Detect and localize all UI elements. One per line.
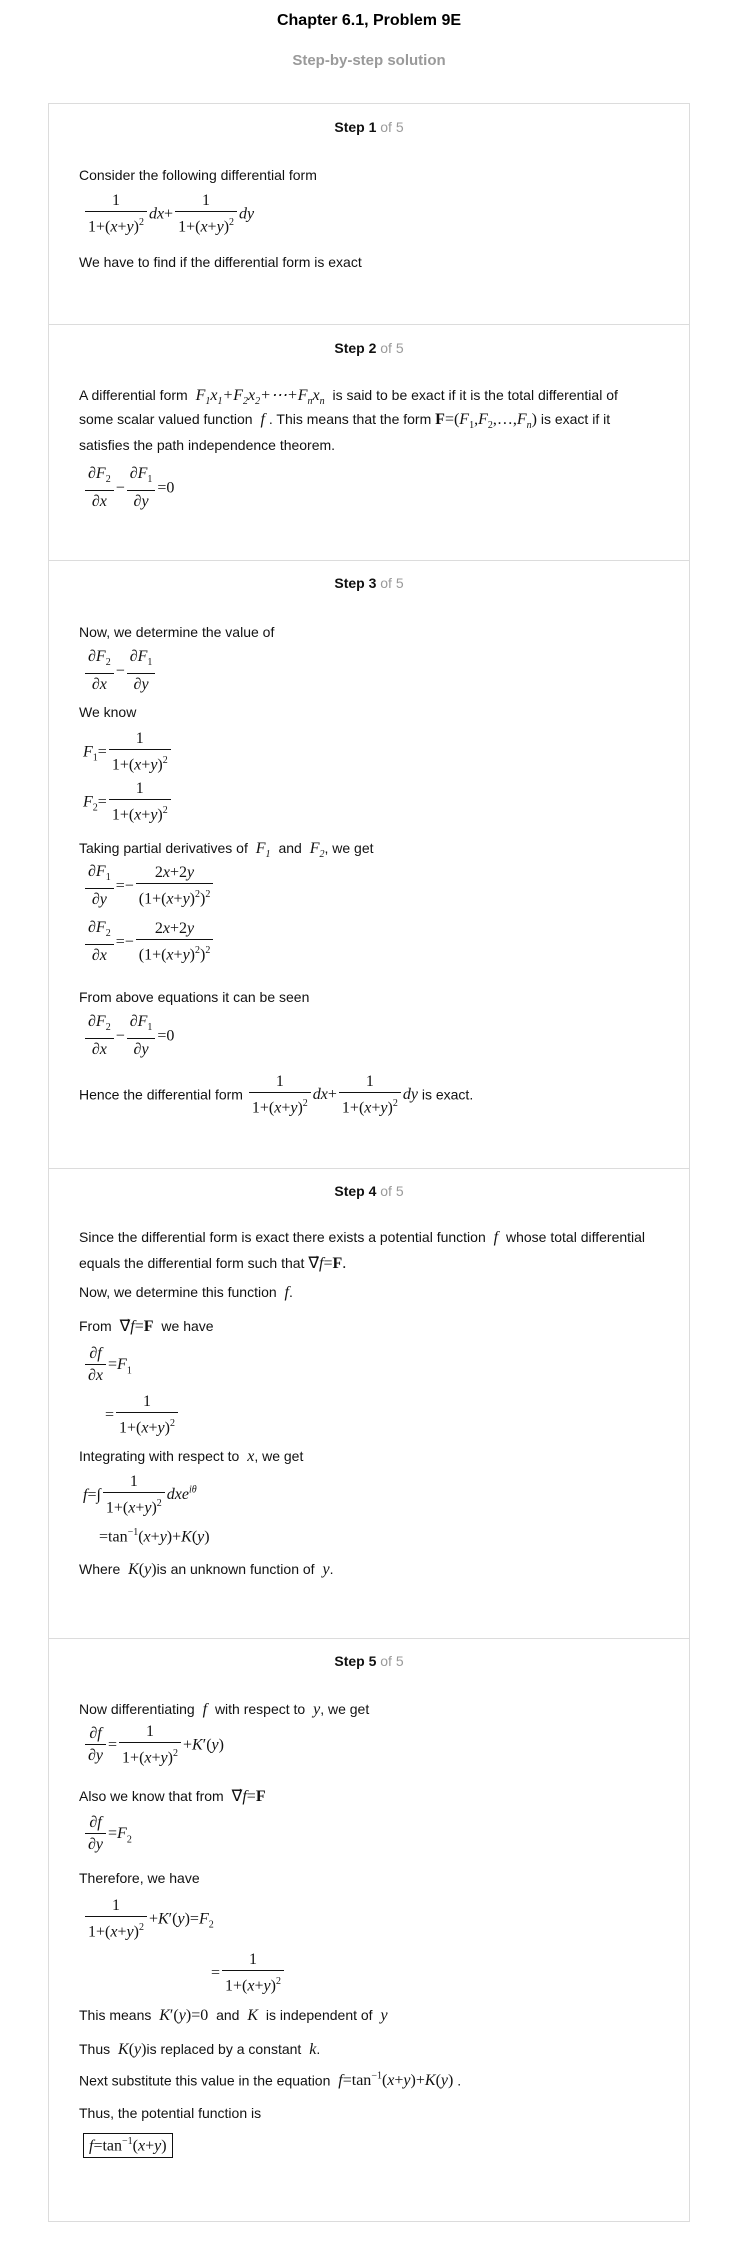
- step-text: [79, 1701, 369, 1719]
- math-equation: = $\frac{1}{1+(x+y)^2}$: [211, 1951, 286, 1996]
- step-text: Thus, the potential function is: [79, 2105, 262, 2121]
- text-fragment: From: [79, 1318, 112, 1334]
- math-equation: $\frac{1}{1+(x+y)^2}$ dx+ $\frac{1}{1+(x+y)^2}$ dy: [83, 192, 254, 237]
- math-equation: = $\frac{1}{1+(x+y)^2}$: [105, 1393, 180, 1438]
- step-count: of 5: [380, 340, 404, 356]
- text-fragment: with respect to: [214, 1701, 306, 1717]
- text-fragment: Hence the differential form: [79, 1086, 243, 1103]
- math-equation: f=∫ $\frac{1}{1+(x+y)^2}$ dxe$^{i\theta}$: [83, 1473, 197, 1517]
- math-equation: $\frac{\partial F_2}{\partial x}$ =− $\frac{2x+2y}{(1+(x+y)^2)^2}$: [83, 919, 215, 966]
- step-text: Where K(y)is an unknown function of y.: [79, 1561, 334, 1578]
- math-inline: K′(y)=0: [159, 2007, 213, 2024]
- math-inline: f: [280, 1284, 289, 1301]
- text-fragment: Since the differential form is exact there exists a potential function: [79, 1229, 486, 1245]
- math-inline: k: [305, 2041, 317, 2058]
- text-fragment: , we get: [254, 1448, 304, 1464]
- math-equation: $\frac{\partial F_2}{\partial x}$ − $\frac{\partial F_1}{\partial y}$ =0: [83, 1013, 174, 1060]
- step-text: [79, 1786, 266, 1806]
- step-text: Next substitute this value in the equation $f=\tan^{-1}(x+y)+K(y)$ .: [79, 2071, 462, 2090]
- step-label: Step 5: [334, 1653, 377, 1669]
- text-fragment: is independent of: [265, 2007, 373, 2023]
- step-count: of 5: [380, 119, 404, 135]
- page-subtitle: Step-by-step solution: [292, 52, 446, 69]
- text-fragment: is an unknown function of: [156, 1561, 315, 1577]
- math-inline: K(y): [118, 2041, 147, 2058]
- math-inline: $F_1$: [251, 840, 271, 861]
- math-inline: y: [318, 1561, 330, 1578]
- math-inline: y: [309, 1701, 321, 1718]
- math-equation: $F_1=$ $\frac{1}{1+(x+y)^2}$: [83, 730, 173, 775]
- text-fragment: , we get: [320, 1701, 370, 1717]
- step-text: [79, 411, 610, 431]
- math-inline: $F_2$: [305, 840, 325, 861]
- text-fragment: Where: [79, 1561, 121, 1577]
- math-equation: $\frac{\partial f}{\partial y}$ = $\frac{1}{1+(x+y)^2}$ +K′(y): [83, 1723, 224, 1768]
- math-equation: $\frac{\partial F_2}{\partial x}$ − $\frac{\partial F_1}{\partial y}$ =0: [83, 465, 174, 512]
- page-title: Chapter 6.1, Problem 9E: [276, 12, 462, 29]
- text-fragment: Taking partial derivatives of: [79, 840, 248, 856]
- step-text: Thus K(y)is replaced by a constant k.: [79, 2041, 321, 2058]
- step-count: of 5: [380, 1653, 404, 1669]
- text-fragment: Now, we determine this function: [79, 1284, 277, 1300]
- math-inline: $F_1x_1+F_2x_2+\cdots+F_nx_n$: [191, 387, 325, 408]
- math-inline: x: [243, 1448, 255, 1465]
- math-inline: f: [256, 411, 269, 428]
- step-text: [79, 2007, 388, 2025]
- math-equation: $\frac{\partial f}{\partial x}$ $=F_1$: [83, 1345, 132, 1386]
- math-equation: $F_2=$ $\frac{1}{1+(x+y)^2}$: [83, 780, 173, 825]
- text-fragment: . This means that the form: [268, 411, 432, 427]
- step-card-5: [48, 1638, 690, 2222]
- text-fragment: some scalar valued function: [79, 411, 253, 427]
- math-inline: K(y): [128, 1561, 157, 1578]
- text-fragment: is replaced by a constant: [146, 2041, 302, 2057]
- math-equation: $\frac{1}{1+(x+y)^2}$ $+K'(y)=F_2$: [83, 1897, 214, 1942]
- text-fragment: A differential form: [79, 387, 188, 403]
- step-label: Step 4: [334, 1183, 377, 1199]
- text-fragment: is said to be exact if it is the total differential of: [332, 387, 618, 403]
- text-fragment: Also we know that from: [79, 1788, 224, 1804]
- math-inline: y: [376, 2007, 388, 2024]
- text-fragment: Next substitute this value in the equation: [79, 2072, 331, 2089]
- step-card-1: [48, 103, 690, 325]
- math-inline: ∇⃗f=F: [227, 1788, 266, 1805]
- step-text: We know: [79, 704, 137, 720]
- text-fragment: is exact if it: [540, 411, 611, 427]
- step-text: Therefore, we have: [79, 1870, 200, 1886]
- step-label: Step 2: [334, 340, 377, 356]
- text-fragment: , we get: [324, 840, 374, 856]
- step-text: Now, we determine this function f.: [79, 1284, 293, 1301]
- text-fragment: is exact.: [421, 1086, 474, 1103]
- step-text: [79, 840, 374, 860]
- step-card-4: [48, 1168, 690, 1639]
- text-fragment: whose total differential: [505, 1229, 646, 1245]
- text-fragment: Now differentiating: [79, 1701, 195, 1717]
- final-answer: $f=\tan^{-1}(x+y)$: [83, 2133, 173, 2158]
- math-inline: $F=(F_1,F_2,\dots,F_n)$: [435, 411, 537, 432]
- step-text: [79, 1073, 473, 1118]
- step-heading: [49, 340, 689, 356]
- step-text: [79, 385, 618, 407]
- math-inline: ∇⃗f=F: [115, 1318, 154, 1335]
- step-heading: [49, 1183, 689, 1199]
- step-label: Step 3: [334, 575, 377, 591]
- math-inline: f: [198, 1701, 212, 1718]
- step-count: of 5: [380, 575, 404, 591]
- step-count: of 5: [380, 1183, 404, 1199]
- math-inline: K: [243, 2007, 263, 2024]
- step-text: [79, 1316, 214, 1336]
- text-fragment: This means: [79, 2007, 152, 2023]
- step-card-3: [48, 560, 690, 1169]
- math-equation: $=\tan^{-1}(x+y)+K(y)$: [99, 1527, 210, 1546]
- text-fragment: and: [278, 840, 302, 856]
- step-heading: [49, 1653, 689, 1669]
- text-fragment: equals the differential form such that: [79, 1255, 305, 1271]
- math-inline: $f=\tan^{-1}(x+y)+K(y)$: [338, 2071, 454, 2090]
- step-text: We have to find if the differential form is exact: [79, 254, 362, 270]
- step-text: [79, 1229, 645, 1247]
- math-equation: $\frac{\partial f}{\partial y}$ $=F_2$: [83, 1814, 132, 1855]
- text-fragment: Thus: [79, 2041, 111, 2057]
- step-text: From above equations it can be seen: [79, 989, 310, 1005]
- math-equation: $\frac{\partial F_1}{\partial y}$ =− $\frac{2x+2y}{(1+(x+y)^2)^2}$: [83, 863, 215, 910]
- math-inline: f: [489, 1229, 503, 1246]
- text-fragment: and: [216, 2007, 240, 2023]
- step-text: [79, 1448, 303, 1466]
- step-heading: [49, 575, 689, 591]
- math-equation: $\frac{\partial F_2}{\partial x}$ − $\frac{\partial F_1}{\partial y}$: [83, 648, 157, 695]
- step-text: [79, 1253, 346, 1273]
- step-text: Now, we determine the value of: [79, 624, 275, 640]
- step-card-2: [48, 324, 690, 561]
- step-text: Consider the following differential form: [79, 167, 317, 183]
- step-text: satisfies the path independence theorem.: [79, 437, 336, 453]
- step-label: Step 1: [334, 119, 377, 135]
- math-inline: $\frac{1}{1+(x+y)^2}$ dx+ $\frac{1}{1+(x+y)^2}$ dy: [247, 1086, 418, 1103]
- text-fragment: we have: [161, 1318, 214, 1334]
- math-inline: ∇⃗f=F.: [308, 1255, 347, 1272]
- step-heading: [49, 119, 689, 135]
- text-fragment: Integrating with respect to: [79, 1448, 240, 1464]
